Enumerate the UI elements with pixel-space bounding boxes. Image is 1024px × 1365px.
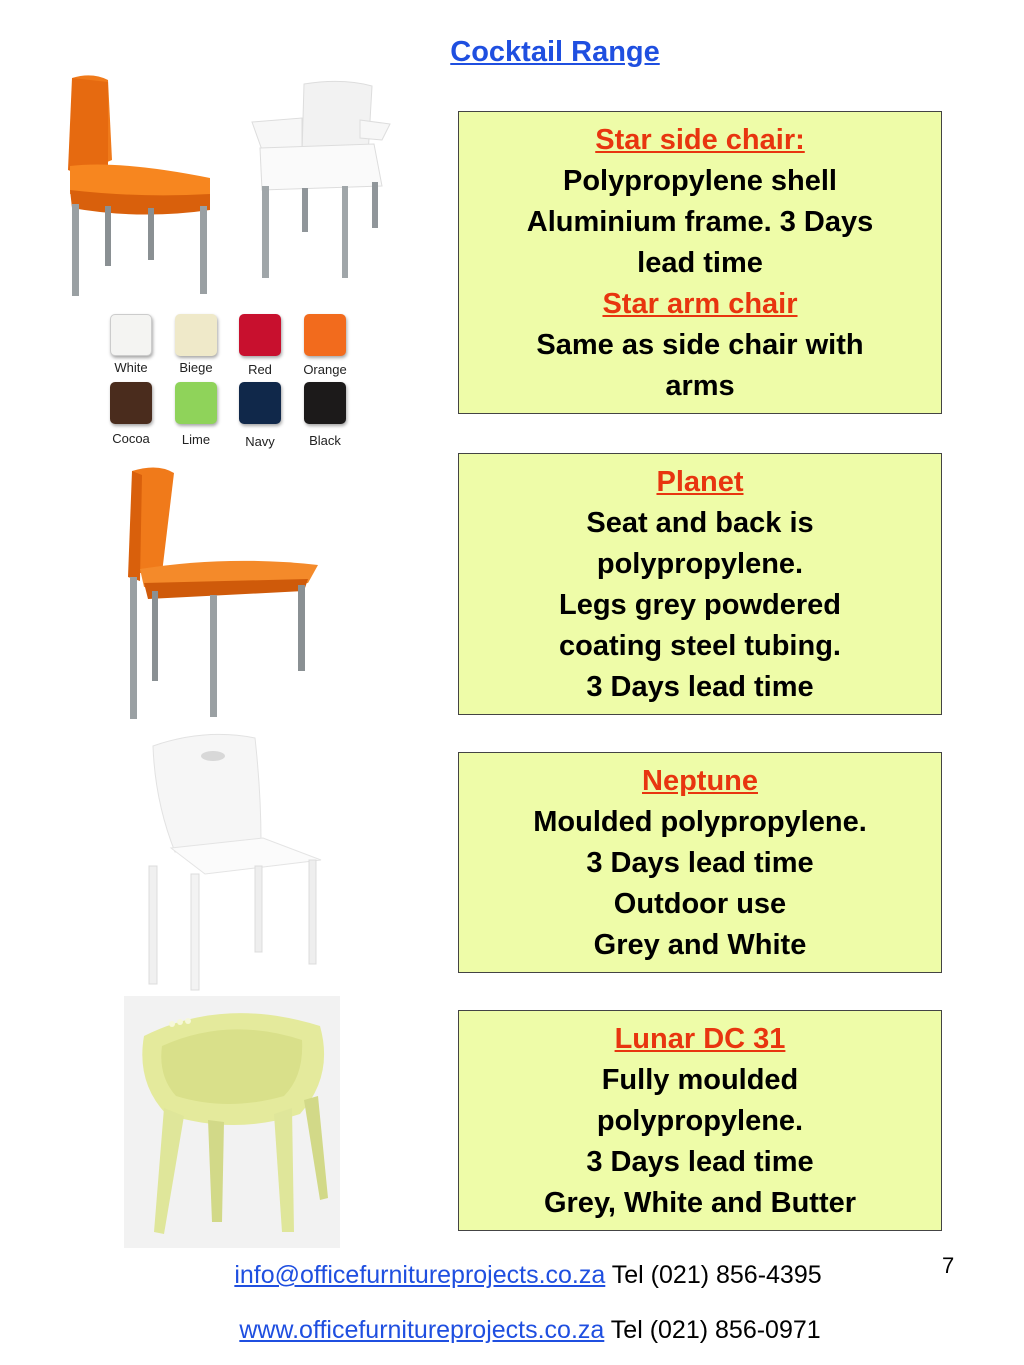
product-description: polypropylene. (596, 548, 804, 580)
product-box-neptune (458, 752, 942, 973)
swatch-label: Cocoa (112, 431, 150, 446)
swatch-biege[interactable] (175, 314, 217, 356)
star-arm-chair-image (242, 78, 397, 288)
page-number: 7 (942, 1253, 955, 1278)
product-description: Seat and back is (586, 507, 814, 539)
swatch-label: Lime (181, 432, 211, 447)
swatch-cocoa[interactable] (110, 382, 152, 424)
email-link[interactable]: info@officefurnitureprojects.co.za (234, 1261, 606, 1289)
product-box-planet (458, 453, 942, 715)
product-description: coating steel tubing. (559, 630, 841, 662)
swatch-black[interactable] (304, 382, 346, 424)
product-description: polypropylene. (596, 1105, 804, 1137)
product-description: arms (665, 370, 735, 402)
footer-contact-website (18, 1316, 1024, 1345)
swatch-red[interactable] (239, 314, 281, 356)
product-description: 3 Days lead time (586, 1146, 814, 1178)
product-description: Outdoor use (613, 888, 787, 920)
website-link[interactable]: www.officefurnitureprojects.co.za (239, 1316, 605, 1344)
product-description: Fully moulded (601, 1064, 799, 1096)
product-name[interactable]: Planet (656, 466, 744, 498)
product-description: 3 Days lead time (586, 671, 814, 703)
product-description: 3 Days lead time (586, 847, 814, 879)
product-description: Grey and White (593, 929, 807, 961)
swatch-navy[interactable] (239, 382, 281, 424)
product-name[interactable]: Lunar DC 31 (614, 1023, 786, 1055)
footer-contact-email (16, 1261, 1024, 1290)
product-description: Aluminium frame. 3 Days (526, 206, 874, 238)
swatch-label: Black (309, 433, 341, 448)
planet-chair-image (118, 465, 343, 725)
swatch-lime[interactable] (175, 382, 217, 424)
product-name[interactable]: Neptune (642, 765, 758, 797)
swatch-orange[interactable] (304, 314, 346, 356)
phone-number: Tel (021) 856-4395 (611, 1261, 822, 1289)
swatch-label: White (114, 360, 148, 375)
swatch-white[interactable] (110, 314, 152, 356)
swatch-label: Red (248, 362, 272, 377)
product-description: Polypropylene shell (563, 165, 837, 197)
product-description: Moulded polypropylene. (533, 806, 867, 838)
lunar-chair-image (124, 996, 340, 1248)
product-description: lead time (637, 247, 763, 279)
swatch-label: Navy (245, 434, 275, 449)
product-description: Legs grey powdered (558, 589, 841, 621)
product-description: Same as side chair with (536, 329, 864, 361)
swatch-label: Biege (179, 360, 213, 375)
star-side-chair-image (60, 70, 220, 305)
product-name[interactable]: Star side chair: (595, 124, 805, 156)
phone-number: Tel (021) 856-0971 (610, 1316, 821, 1344)
swatch-label: Orange (303, 362, 347, 377)
product-box-lunar (458, 1010, 942, 1231)
product-box-star (458, 111, 942, 414)
color-swatches (100, 312, 360, 452)
neptune-chair-image (135, 732, 335, 994)
product-description: Grey, White and Butter (543, 1187, 857, 1219)
page-title[interactable]: Cocktail Range (450, 36, 660, 68)
product-name[interactable]: Star arm chair (602, 288, 798, 320)
